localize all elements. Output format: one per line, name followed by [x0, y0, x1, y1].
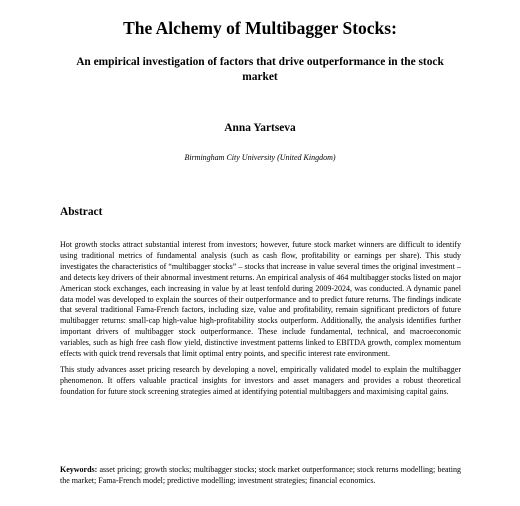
author-name: Anna Yartseva	[224, 122, 296, 134]
paper-title: The Alchemy of Multibagger Stocks:	[123, 18, 397, 38]
abstract-heading: Abstract	[60, 206, 103, 218]
abstract-body	[60, 240, 461, 403]
author-affiliation: Birmingham City University (United Kingdom)	[184, 153, 336, 162]
abstract-paragraph: This study advances asset pricing research by developing a novel, empirically validated model to explain the multibagger phenomenon. It offers valuable practical insights for investors and asset managers and provides a robust theoretical foundation for future stock screening strategies aimed at identifying potential multibaggers and maximising capital gains.	[60, 364, 461, 396]
abstract-paragraph: Hot growth stocks attract substantial interest from investors; however, future stock market winners are difficult to identify using traditional metrics of fundamental analysis (such as cash flow, profitability or earnings per share). This study investigates the characteristics of “multibagger stocks” – stocks that increase in value several times the original investment – and detects key drivers of their abnormal investment returns. An empirical analysis of 464 multibagger stocks listed on major American stock exchanges, each increasing in value by at least tenfold during 2009-2024, was conducted. A dynamic panel data model was developed to explain the sources of their outperformance and to predict future returns. The findings indicate that several traditional Fama-French factors, including size, value and profitability, remain significant predictors of future multibagger returns: small-cap high-value high-profitability stocks outperform. Additionally, the analysis identifies further important drivers of multibagger stock outperformance. These include fundamental, technical, and macroeconomic variables, such as high free cash flow yield, distinctive investment patterns linked to EBITDA growth, complex momentum effects with quick trend reversals that limit optimal entry points, and specific interest rate environment.	[60, 240, 462, 359]
keywords-section	[60, 465, 461, 487]
keywords-text: asset pricing; growth stocks; multibagger stocks; stock market outperformance; stock returns modelling; beating the market; Fama-French model; predictive modelling; investment strategies; financial economics.	[60, 465, 461, 485]
keywords-label: Keywords:	[60, 465, 98, 474]
paper-subtitle: An empirical investigation of factors that drive outperformance in the stock market	[76, 56, 444, 83]
